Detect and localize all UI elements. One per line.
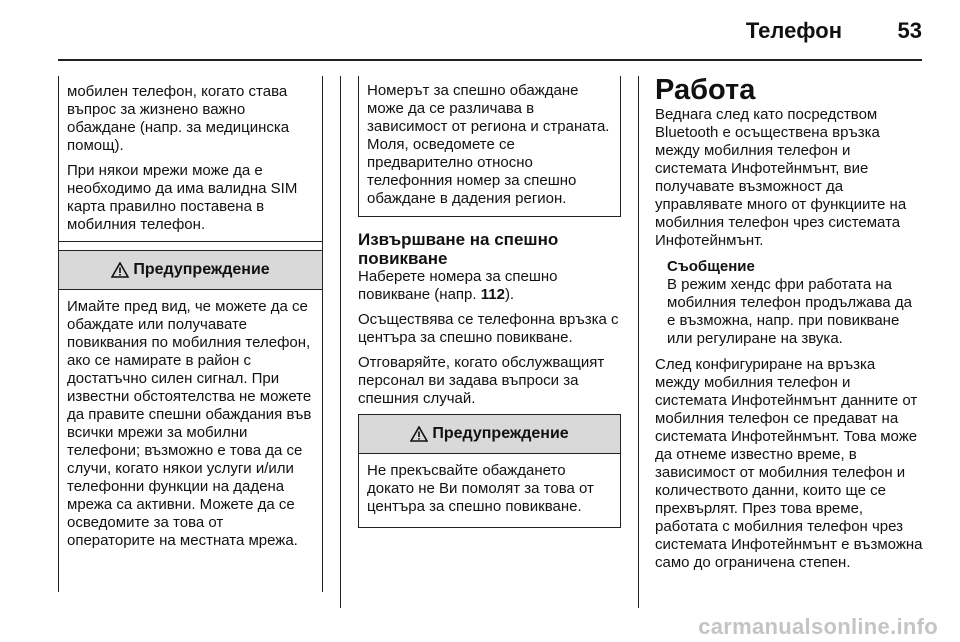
warning-text: Не прекъсвайте обаждането докато не Ви помолят за това от центъра за спешно повикване.: [367, 462, 594, 515]
section-heading: Работа: [655, 74, 756, 106]
warning-text: Имайте пред вид, че можете да се обаждате или получавате повиквания по мобилния телефон, ако се намирате в район с достатъчно силен сигнал. При известни обстоятелства не можете да правите спешни обаждания във всички мрежи за мобилни телефони; възможно е това да се случи, когато някои услуги и/или телефонни функции на дадена мрежа са активни. Можете да се осведомите за това от операторите на местната мрежа.: [67, 298, 312, 549]
info-paragraph: При някои мрежи може да е необходимо да има валидна SIM карта правилно поставена в мобилния телефон.: [67, 162, 298, 233]
note-block: [667, 258, 923, 348]
emergency-call-section: [358, 230, 626, 408]
warning-box: [58, 250, 323, 592]
operation-section: [655, 74, 923, 572]
warning-heading: Предупреждение: [432, 425, 569, 442]
body-paragraph: След конфигуриране на връзка между мобилния телефон и системата Инфотейнмънт данните от мобилния телефон се предават на системата Инфотейнмънт. Това може да отнеме известно време, в зависимост от мобилния телефон и количеството данни, които ще се прехвърлят. През това време, работата с мобилния телефон чрез системата Инфотейнмънт е възможна само до ограничена степен.: [655, 356, 923, 571]
watermark: carmanualsonline.info: [698, 614, 938, 639]
warning-icon: [111, 262, 129, 278]
info-box: [358, 76, 621, 217]
info-paragraph: Номерът за спешно обаждане може да се различава в зависимост от региона и страната. Моля, осведомете се предварително относно телефонния номер за спешно обаждане в дадения регион.: [367, 82, 610, 207]
body-paragraph: Веднага след като посредством Bluetooth е осъществена връзка между мобилния телефон и системата Инфотейнмънт, вие получавате възможност да управлявате много от функциите на мобилния телефон чрез системата Инфотейнмънт.: [655, 106, 907, 249]
note-heading: Съобщение: [667, 258, 755, 275]
warning-header: [59, 251, 322, 290]
body-paragraph: [358, 268, 626, 304]
page-number: 53: [897, 18, 922, 43]
warning-box: [358, 414, 621, 528]
header-divider: [58, 59, 922, 61]
info-box-continued: [58, 76, 323, 242]
info-paragraph: мобилен телефон, когато става въпрос за жизнено важно обаждане (напр. за медицинска помощ).: [67, 83, 290, 154]
note-text: В режим хендс фри работата на мобилния телефон продължава да е възможна, напр. при повикване или регулиране на звука.: [667, 276, 912, 347]
warning-heading: Предупреждение: [133, 261, 270, 278]
section-heading: Извършване на спешно повикване: [358, 230, 559, 268]
text-run: Наберете номера за спешно повикване (напр.: [358, 268, 558, 303]
warning-icon: [410, 426, 428, 442]
text-run: ).: [504, 286, 515, 303]
page-title: Телефон: [745, 18, 842, 43]
warning-header: [359, 415, 620, 454]
body-paragraph: Отговаряйте, когато обслужващият персонал ви задава въпроси за спешния случай.: [358, 354, 605, 407]
emergency-number: 112: [480, 286, 505, 303]
column-divider: [340, 76, 341, 608]
column-divider: [638, 76, 639, 608]
body-paragraph: Осъществява се телефонна връзка с центъра за спешно повикване.: [358, 311, 619, 346]
